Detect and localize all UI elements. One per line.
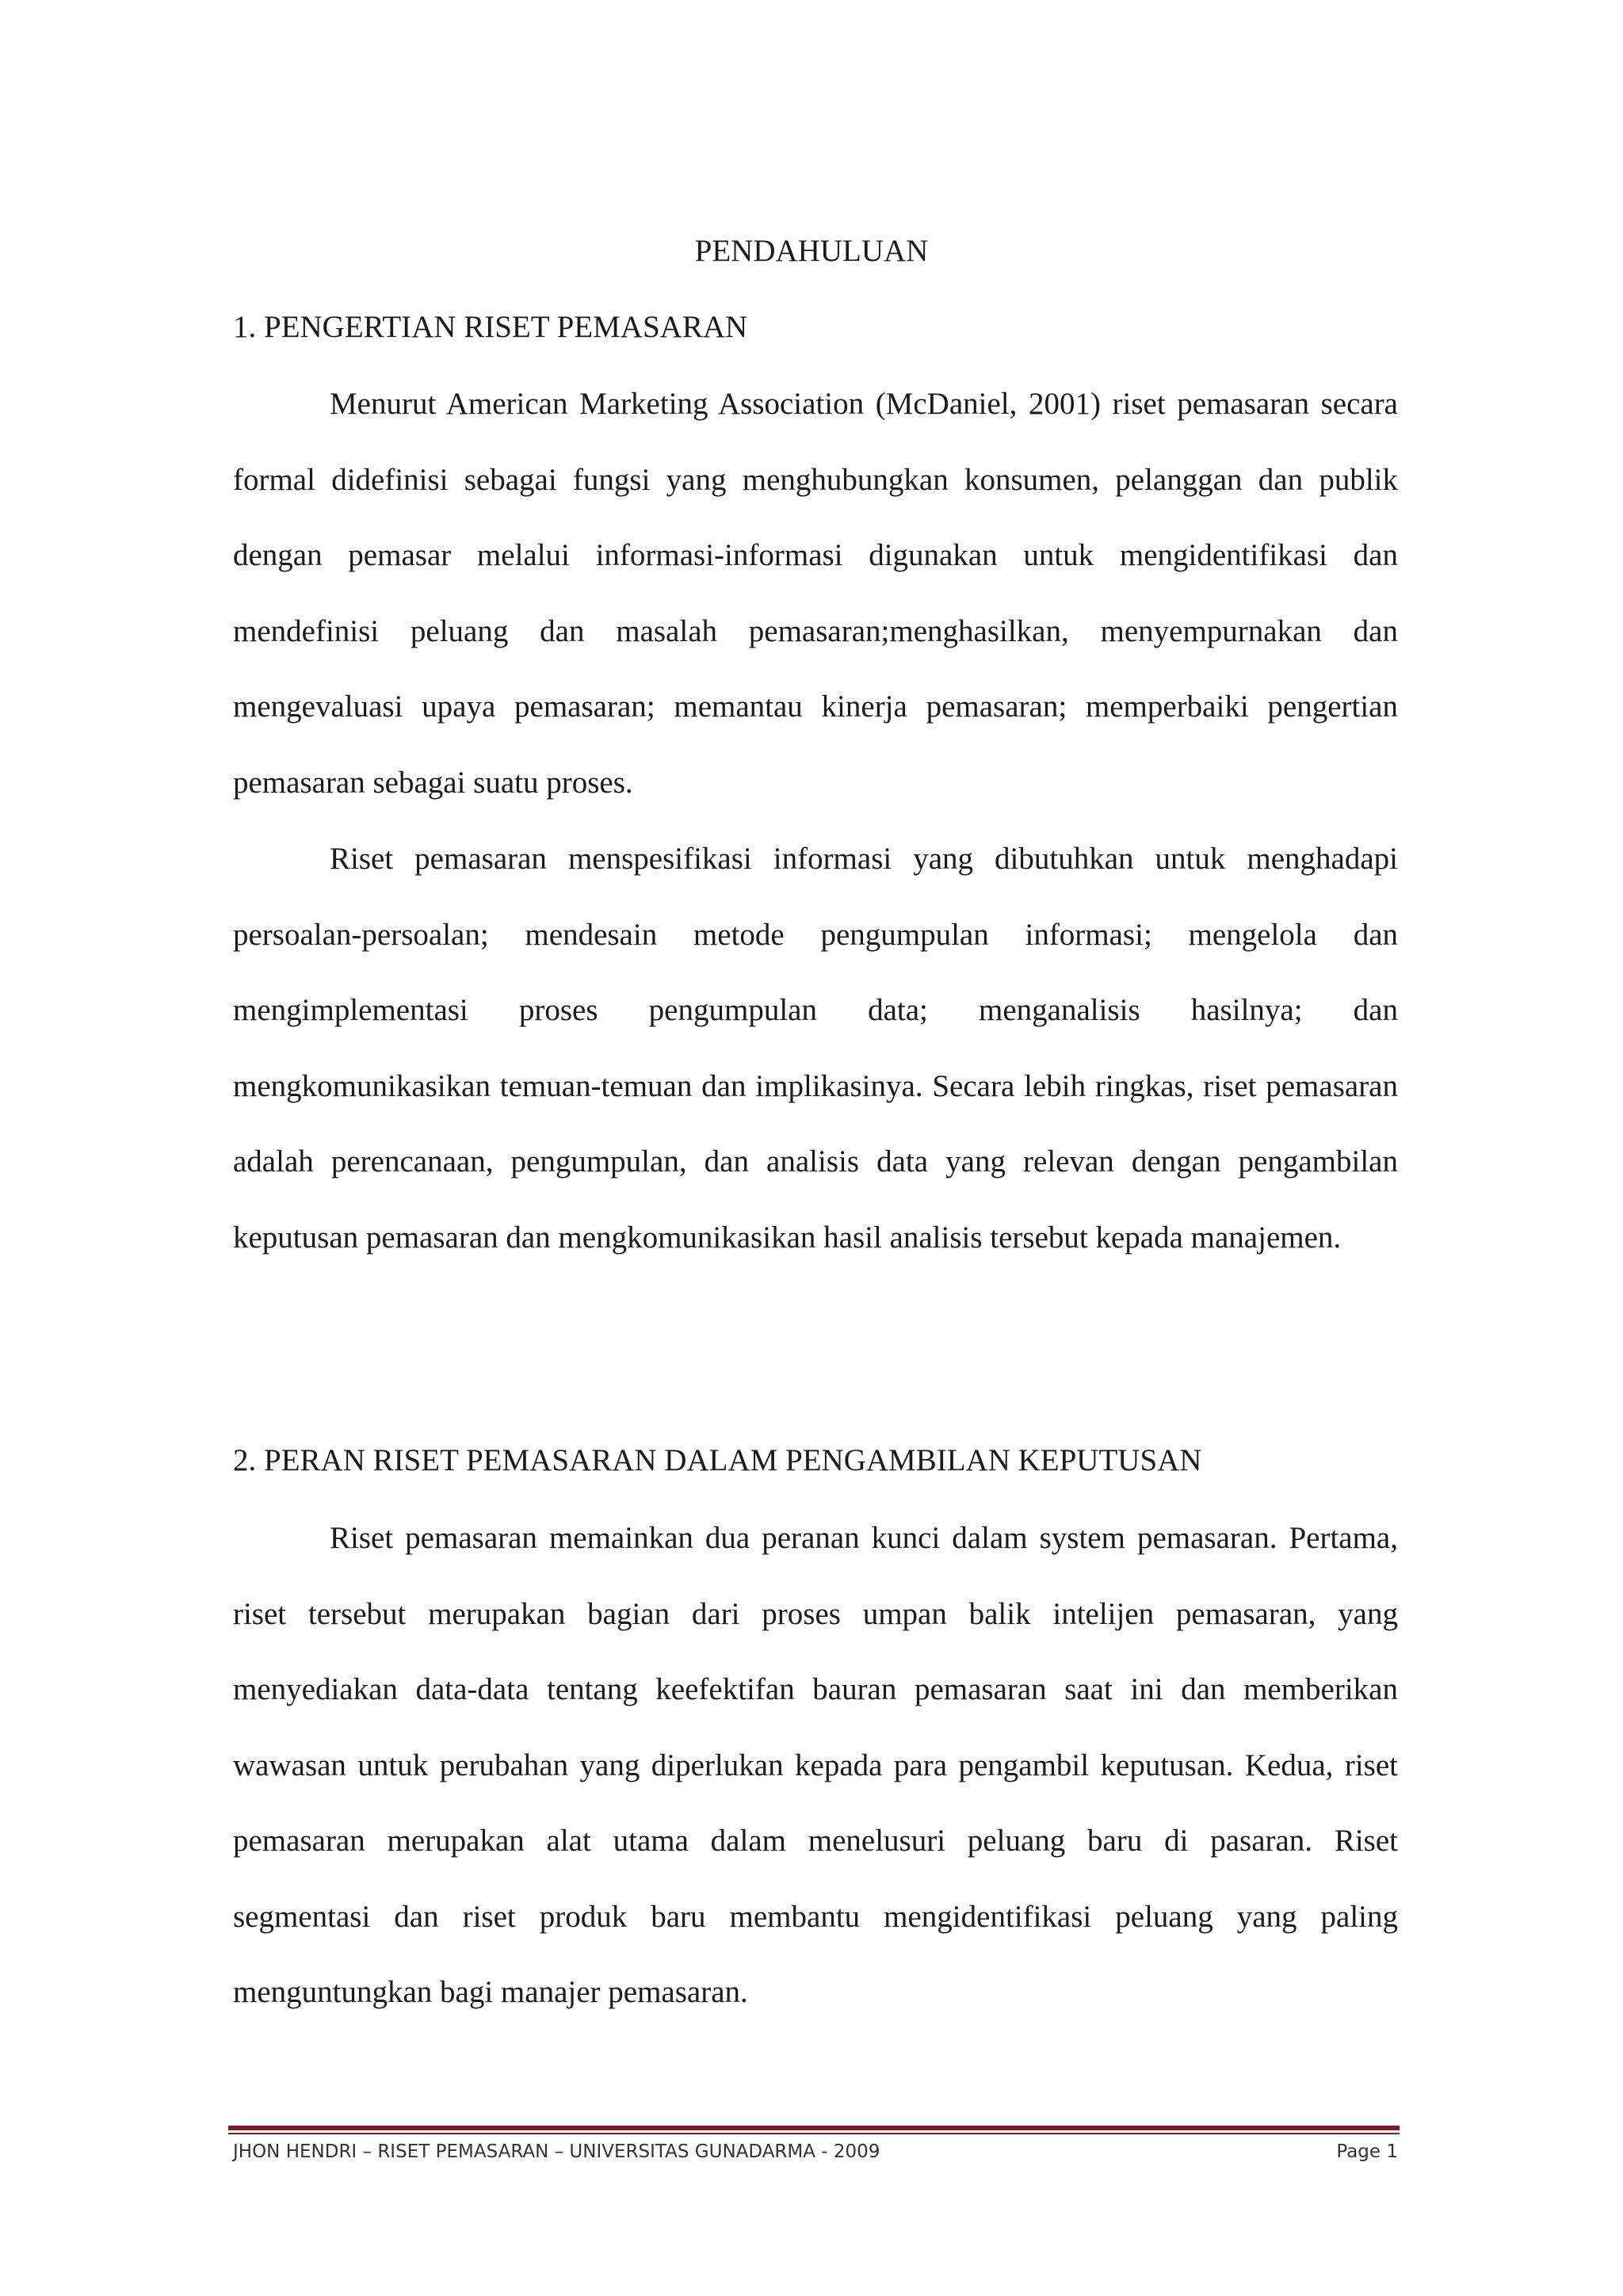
section-1-paragraph-1: Menurut American Marketing Association (McDaniel, 2001) riset pemasaran secara formal didefinisi sebagai fungsi yang menghubungkan konsumen, pelanggan dan publik dengan pemasar melalui informasi-informasi digunakan untuk mengidentifikasi dan mendefinisi peluang dan masalah pemasaran;menghasilkan, menyempurnakan dan mengevaluasi upaya pemasaran; memantau kinerja pemasaran; memperbaiki pengertian pemasaran sebagai suatu proses.: [233, 387, 1398, 800]
section-1-paragraph-2: Riset pemasaran menspesifikasi informasi yang dibutuhkan untuk menghadapi persoalan-persoalan; mendesain metode pengumpulan informasi; mengelola dan mengimplementasi proses pengumpulan data; menganalisis hasilnya; dan mengkomunikasikan temuan-temuan dan implikasinya. Secara lebih ringkas, riset pemasaran adalah perencanaan, pengumpulan, dan analisis data yang relevan dengan pengambilan keputusan pemasaran dan mengkomunikasikan hasil analisis tersebut kepada manajemen.: [233, 842, 1398, 1255]
document-title: PENDAHULUAN: [694, 234, 929, 268]
footer-text: JHON HENDRI – RISET PEMASARAN – UNIVERSITAS GUNADARMA - 2009: [233, 2141, 880, 2162]
section-heading-2: 2. PERAN RISET PEMASARAN DALAM PENGAMBILAN KEPUTUSAN: [233, 1443, 1202, 1477]
section-2-paragraph-1: Riset pemasaran memainkan dua peranan kunci dalam system pemasaran. Pertama, riset tersebut merupakan bagian dari proses umpan balik intelijen pemasaran, yang menyediakan data-data tentang keefektifan bauran pemasaran saat ini dan memberikan wawasan untuk perubahan yang diperlukan kepada para pengambil keputusan. Kedua, riset pemasaran merupakan alat utama dalam menelusuri peluang baru di pasaran. Riset segmentasi dan riset produk baru membantu mengidentifikasi peluang yang paling menguntungkan bagi manajer pemasaran.: [233, 1521, 1398, 2009]
footer-rule-secondary: [228, 2133, 1400, 2134]
page-number: Page 1: [1336, 2141, 1398, 2162]
section-heading-1: 1. PENGERTIAN RISET PEMASARAN: [233, 310, 748, 344]
footer-rule: [228, 2126, 1400, 2130]
